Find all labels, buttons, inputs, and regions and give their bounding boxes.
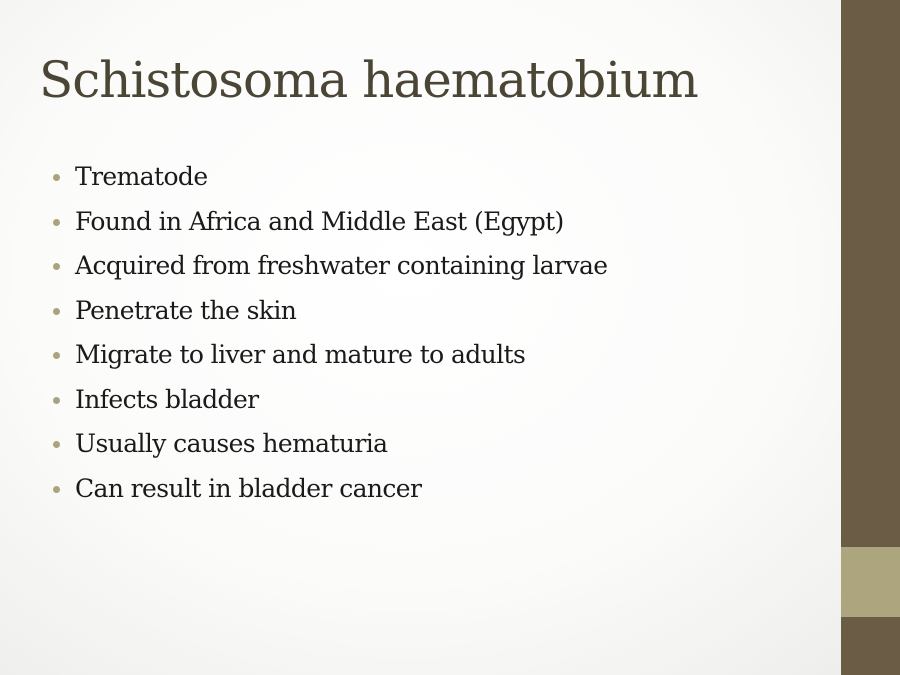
bullet-dot-icon — [53, 397, 60, 404]
bullet-item — [50, 378, 607, 423]
bullet-text: Can result in bladder cancer — [75, 473, 422, 503]
bullet-text: Trematode — [75, 162, 208, 191]
bullet-dot-icon — [53, 352, 60, 359]
bullet-text: Found in Africa and Middle East (Egypt) — [75, 206, 564, 236]
bullet-item — [50, 289, 607, 334]
bullet-dot-icon — [53, 174, 60, 181]
bullet-item — [50, 333, 607, 378]
bullet-dot-icon — [53, 441, 60, 448]
side-accent-block — [841, 547, 900, 617]
bullet-dot-icon — [53, 486, 60, 493]
bullet-text: Usually causes hematuria — [75, 429, 388, 458]
bullet-item — [50, 422, 607, 467]
bullet-dot-icon — [53, 263, 60, 270]
bullet-text: Penetrate the skin — [75, 295, 297, 325]
bullet-text: Migrate to liver and mature to adults — [75, 340, 526, 369]
bullet-list — [50, 155, 607, 511]
bullet-item — [50, 155, 607, 200]
bullet-dot-icon — [53, 219, 60, 226]
bullet-text: Infects bladder — [75, 384, 259, 414]
bullet-text: Acquired from freshwater containing larvae — [75, 251, 608, 280]
bullet-item — [50, 200, 607, 245]
bullet-item — [50, 467, 607, 512]
bullet-dot-icon — [53, 308, 60, 315]
slide-title: Schistosoma haematobium — [39, 51, 698, 109]
bullet-item — [50, 244, 607, 289]
